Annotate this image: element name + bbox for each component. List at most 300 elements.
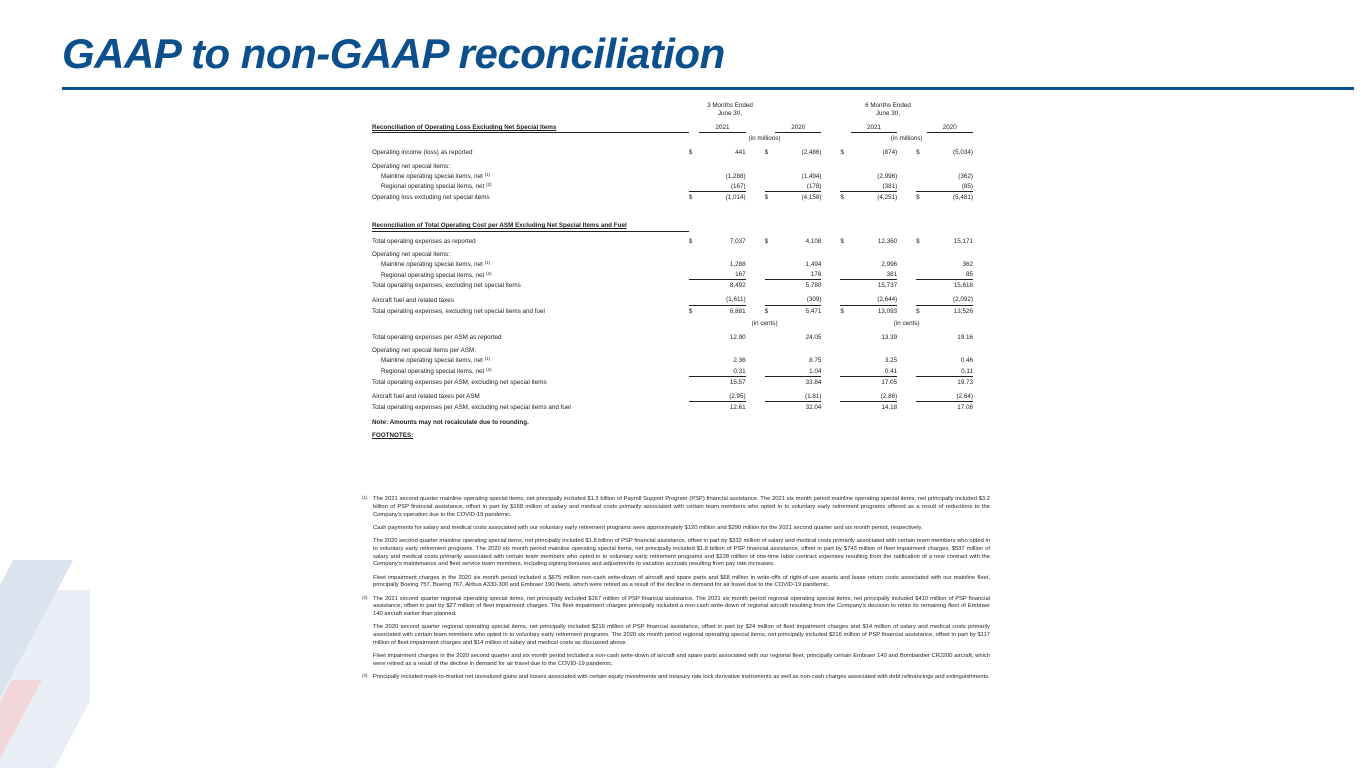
value-cell: (1,288) <box>725 172 746 180</box>
currency-cell <box>916 181 927 192</box>
currency-cell <box>916 161 927 171</box>
value-cell: 32.04 <box>805 404 822 412</box>
currency-cell <box>840 249 851 259</box>
value-cell: (2,996) <box>877 172 898 180</box>
row-label: Total operating expenses per ASM, excluding net special items and fuel <box>372 404 571 412</box>
gap-cell <box>897 236 916 246</box>
table-row <box>372 345 992 355</box>
currency-cell: $ <box>840 307 844 315</box>
year-header: 2021 <box>851 122 897 133</box>
gap-cell <box>973 345 992 355</box>
year-gap-cell <box>765 220 776 231</box>
gap-cell <box>746 294 765 305</box>
row-label: Total operating expenses per ASM as reported <box>372 334 502 342</box>
row-label: Aircraft fuel and related taxes per ASM <box>372 393 480 401</box>
gap-cell <box>897 249 916 259</box>
year-header: 2020 <box>927 122 973 133</box>
gap-cell <box>897 220 916 231</box>
table-row <box>372 391 992 402</box>
gap-cell <box>973 192 992 203</box>
value-cell: (2.95) <box>699 391 745 402</box>
unit-row <box>372 318 992 328</box>
currency-cell <box>840 332 851 342</box>
value-cell <box>927 161 973 171</box>
value-cell: 1,494 <box>805 260 822 268</box>
value-cell: (381) <box>851 181 897 192</box>
table-row <box>372 376 992 387</box>
currency-cell: $ <box>840 194 844 202</box>
gap-cell <box>973 280 992 291</box>
value-cell: (1,494) <box>801 172 822 180</box>
gap-cell <box>746 171 765 181</box>
gap-cell <box>897 122 916 133</box>
gap-cell <box>897 402 916 413</box>
header-row <box>372 220 992 231</box>
value-cell <box>851 249 897 259</box>
gap-cell <box>746 280 765 291</box>
gap-cell <box>973 122 992 133</box>
currency-cell: $ <box>764 194 769 202</box>
value-cell: (1,611) <box>699 294 745 305</box>
six-months-line2: June 30, <box>875 110 901 118</box>
value-cell: (167) <box>699 181 745 192</box>
gap-cell <box>897 366 916 377</box>
currency-cell <box>689 259 700 269</box>
currency-cell <box>840 161 851 171</box>
table-row <box>372 366 992 377</box>
footnote-paragraph: The 2020 second quarter mainline operating special items, net principally included $1.8 billion of PSP financial assistance, offset in part by $332 million of salary and medical costs primarily associated with certain team members who opted in to voluntary early retirement programs. The 2020 six month period mainline operating special items, net principally included $1.8 billion of PSP financial assistance, offset in part by $743 million of fleet impairment charges, $537 million of salary and medical costs primarily associated with certain team members who opted in to voluntary early retirement programs and $228 million of one-time labor contract expenses resulting from the ratification of a new contract with the Company's maintenance and fleet service team members, including signing bonuses and adjustments to vacation accruals resulting from pay rate increases. <box>373 538 990 568</box>
footnote-paragraph: Cash payments for salary and medical costs associated with our voluntary early retirement programs were approximately $120 million and $290 million for the 2021 second quarter and six month period, respectively. <box>373 524 923 531</box>
footnote <box>362 674 990 682</box>
row-label: Total operating expenses, excluding net special items and fuel <box>372 307 545 315</box>
table-row <box>372 280 992 291</box>
currency-cell <box>765 294 776 305</box>
gap-cell <box>973 161 992 171</box>
footnote-mark: (1) <box>362 495 368 500</box>
currency-cell: $ <box>688 194 693 202</box>
table-row <box>372 192 992 203</box>
currency-cell <box>765 171 776 181</box>
value-cell: 0.31 <box>699 366 745 377</box>
currency-cell <box>689 345 700 355</box>
currency-cell <box>916 332 927 342</box>
gap-cell <box>973 305 992 316</box>
table-row <box>372 236 992 246</box>
value-cell: 12.61 <box>729 404 746 412</box>
note-row <box>372 417 992 427</box>
spacer-cell <box>372 202 973 220</box>
gap-cell <box>897 171 916 181</box>
section-heading: Reconciliation of Operating Loss Excluding Net Special Items <box>372 122 689 133</box>
currency-cell: $ <box>764 149 769 157</box>
row-label: Operating loss excluding net special items <box>372 194 490 202</box>
value-cell: 15,171 <box>953 237 973 245</box>
gap-cell <box>973 147 992 157</box>
footnote-ref: (1) <box>484 356 491 362</box>
gap-cell <box>821 305 840 316</box>
gap-cell <box>746 161 765 171</box>
gap-cell <box>821 345 840 355</box>
value-cell: 0.46 <box>960 357 973 365</box>
gap-cell <box>973 332 992 342</box>
currency-cell <box>765 391 776 402</box>
table-row <box>372 181 992 192</box>
currency-cell <box>916 280 927 291</box>
currency-cell: $ <box>688 307 693 315</box>
year-header <box>927 220 973 231</box>
value-cell: 0.41 <box>851 366 897 377</box>
table-row <box>372 269 992 280</box>
currency-cell <box>689 366 700 377</box>
spacer-row <box>372 202 992 220</box>
value-cell: 0.11 <box>927 366 973 377</box>
footnote-paragraph: The 2020 second quarter regional operating special items, net principally included $216 million of PSP financial assistance, offset in part by $24 million of fleet impairment charges and $14 million of salary and medical costs primarily associated with certain team members who opted in to voluntary early retirement programs. The 2020 six month period regional operating special items, net principally included $216 million of PSP financial assistance, offset in part by $117 million of fleet impairment charges and $14 million of salary and medical costs as discussed above. <box>373 624 990 646</box>
currency-cell: $ <box>688 237 693 245</box>
gap-cell <box>821 332 840 342</box>
value-cell: (1,014) <box>725 194 746 202</box>
value-cell: 381 <box>851 269 897 280</box>
row-label: Total operating expenses per ASM, excluding net special items <box>372 378 547 386</box>
currency-cell <box>916 249 927 259</box>
currency-cell <box>765 249 776 259</box>
value-cell: 13,093 <box>877 307 898 315</box>
row-label: Aircraft fuel and related taxes <box>372 296 454 304</box>
gap-cell <box>746 181 765 192</box>
value-cell <box>927 345 973 355</box>
six-months-line1: 6 Months Ended <box>865 102 911 109</box>
value-cell: 5,471 <box>805 307 822 315</box>
value-cell: 1.04 <box>775 366 821 377</box>
currency-cell <box>840 181 851 192</box>
table-row <box>372 305 992 316</box>
gap-cell <box>973 294 992 305</box>
footnote-mark: (2) <box>362 594 368 600</box>
value-cell: 15,737 <box>877 282 898 290</box>
footnotes-heading: FOOTNOTES: <box>372 431 414 439</box>
year-header <box>851 220 897 231</box>
currency-cell: $ <box>916 149 920 157</box>
gap-cell <box>973 259 992 269</box>
value-cell <box>699 161 745 171</box>
value-cell <box>775 249 821 259</box>
gap-cell <box>973 181 992 192</box>
reconciliation-table <box>372 122 992 440</box>
value-cell: (5,481) <box>953 194 973 202</box>
value-cell: 1,288 <box>729 260 746 268</box>
gap-cell <box>973 249 992 259</box>
gap-cell <box>821 122 840 133</box>
decorative-stripes <box>0 520 90 768</box>
currency-cell <box>840 280 851 291</box>
value-cell: 178 <box>775 269 821 280</box>
gap-cell <box>821 220 840 231</box>
value-cell: 13,526 <box>953 307 973 315</box>
gap-cell <box>897 192 916 203</box>
row-label: Mainline operating special items, net $^{(1)}$ <box>381 171 491 180</box>
gap-cell <box>973 171 992 181</box>
gap-cell <box>746 269 765 280</box>
currency-cell <box>840 376 851 387</box>
value-cell: 4,108 <box>805 237 822 245</box>
gap-cell <box>746 402 765 413</box>
currency-cell <box>765 366 776 377</box>
value-cell: (309) <box>775 294 821 305</box>
value-cell: 14.18 <box>881 404 898 412</box>
gap-cell <box>897 376 916 387</box>
currency-cell <box>916 376 927 387</box>
footnote-paragraph: The 2021 second quarter mainline operating special items, net principally included $1.3 billion of Payroll Support Program (PSP) financial assistance. The 2021 six month period mainline operating special items, net principally included $3.2 billion of PSP financial assistance, offset in part by $168 million of salary and medical costs primarily associated with certain team members who opted in to voluntary early retirement programs offered as a result of reductions to the Company's operation due to the COVID-19 pandemic. <box>373 496 990 518</box>
footnote-ref: (2) <box>486 270 492 276</box>
value-cell: (85) <box>927 181 973 192</box>
table-row <box>372 259 992 269</box>
value-cell <box>775 161 821 171</box>
gap-cell <box>973 376 992 387</box>
table-row <box>372 147 992 157</box>
value-cell: (4,158) <box>801 194 822 202</box>
row-label: Mainline operating special items, net $^{(1)}$ <box>381 356 491 365</box>
value-cell: 8,492 <box>729 282 746 290</box>
value-cell: 167 <box>699 269 745 280</box>
value-cell: 2.36 <box>733 357 746 365</box>
value-cell: 7,037 <box>729 237 746 245</box>
gap-cell <box>746 249 765 259</box>
gap-cell <box>821 294 840 305</box>
currency-cell: $ <box>688 149 693 157</box>
gap-cell <box>897 147 916 157</box>
unit-three-months: (in millions) <box>748 135 781 143</box>
value-cell: (178) <box>775 181 821 192</box>
currency-cell <box>765 376 776 387</box>
currency-cell <box>689 269 700 280</box>
currency-cell <box>916 171 927 181</box>
value-cell: (2,092) <box>927 294 973 305</box>
currency-cell <box>840 345 851 355</box>
currency-cell <box>916 391 927 402</box>
table-row <box>372 332 992 342</box>
unit-row <box>372 133 992 144</box>
page-title: GAAP to non-GAAP reconciliation <box>62 30 725 77</box>
currency-cell <box>765 280 776 291</box>
three-months-line1: 3 Months Ended <box>707 102 753 109</box>
currency-cell <box>765 161 776 171</box>
table-row <box>372 161 992 171</box>
table-row <box>372 249 992 259</box>
gap-cell <box>973 366 992 377</box>
currency-cell <box>765 402 776 413</box>
gap-cell <box>821 259 840 269</box>
value-cell: (1.81) <box>775 391 821 402</box>
header-row <box>372 122 992 133</box>
currency-cell <box>765 259 776 269</box>
gap-cell <box>746 147 765 157</box>
value-cell: 85 <box>927 269 973 280</box>
footnote-ref: (1) <box>484 171 491 177</box>
currency-cell <box>765 181 776 192</box>
gap-cell <box>897 181 916 192</box>
gap-cell <box>973 391 992 402</box>
unit-six-months: (in cents) <box>893 319 920 327</box>
value-cell: 6,881 <box>729 307 746 315</box>
rounding-note: Note: Amounts may not recalculate due to rounding. <box>372 419 529 427</box>
gap-cell <box>746 236 765 246</box>
value-cell: 33.84 <box>805 378 822 386</box>
year-gap-cell <box>689 220 700 231</box>
gap-cell <box>973 402 992 413</box>
gap-cell <box>746 122 765 133</box>
row-label: Regional operating special items, net $^{(2)}$ <box>381 182 492 191</box>
year-gap-cell <box>916 122 927 133</box>
currency-cell <box>840 269 851 280</box>
table-row <box>372 402 992 413</box>
gap-cell <box>897 280 916 291</box>
gap-cell <box>897 161 916 171</box>
currency-cell <box>916 259 927 269</box>
gap-cell <box>746 305 765 316</box>
gap-cell <box>746 332 765 342</box>
gap-cell <box>821 366 840 377</box>
currency-cell <box>840 366 851 377</box>
currency-cell <box>689 376 700 387</box>
footnote-ref: (1) <box>484 259 491 265</box>
currency-cell <box>689 402 700 413</box>
footnote-mark: (3) <box>362 673 368 679</box>
row-label: Mainline operating special items, net $^{(1)}$ <box>381 259 491 268</box>
footnote-ref: (2) <box>486 367 492 373</box>
currency-cell <box>689 332 700 342</box>
footnotes-section <box>362 496 990 688</box>
year-gap-cell <box>916 220 927 231</box>
unit-three-months: (in cents) <box>751 319 778 327</box>
gap-cell <box>821 192 840 203</box>
currency-cell <box>689 161 700 171</box>
currency-cell: $ <box>840 237 844 245</box>
gap-cell <box>821 171 840 181</box>
currency-cell <box>916 366 927 377</box>
currency-cell <box>916 294 927 305</box>
year-header: 2021 <box>699 122 745 133</box>
gap-cell <box>821 249 840 259</box>
gap-cell <box>746 345 765 355</box>
table-row <box>372 171 992 181</box>
gap-cell <box>746 355 765 365</box>
gap-cell <box>821 236 840 246</box>
value-cell: 15.57 <box>729 378 746 386</box>
section-heading: Reconciliation of Total Operating Cost per ASM Excluding Net Special Items and Fuel <box>372 220 689 231</box>
row-label: Operating net special items per ASM: <box>372 347 476 355</box>
value-cell: 19.73 <box>957 378 973 386</box>
year-gap-cell <box>840 220 851 231</box>
currency-cell <box>765 332 776 342</box>
gap-cell <box>821 391 840 402</box>
currency-cell <box>840 294 851 305</box>
value-cell: 441 <box>735 149 746 157</box>
six-months-header <box>828 102 948 118</box>
currency-cell <box>840 391 851 402</box>
gap-cell <box>821 269 840 280</box>
gap-cell <box>897 259 916 269</box>
currency-cell <box>840 171 851 181</box>
gap-cell <box>897 305 916 316</box>
row-label: Operating net special items: <box>372 250 451 258</box>
gap-cell <box>973 269 992 280</box>
gap-cell <box>897 294 916 305</box>
unit-label-spacer <box>372 133 689 144</box>
value-cell: 12,360 <box>877 237 898 245</box>
value-cell: 24.05 <box>805 334 822 342</box>
value-cell: (2,644) <box>851 294 897 305</box>
value-cell <box>775 345 821 355</box>
gap-cell <box>973 355 992 365</box>
footnote-paragraph: The 2021 second quarter regional operating special items, net principally included $167 million of PSP financial assistance. The 2021 six month period regional operating special items, net principally included $410 million of PSP financial assistance, offset in part by $27 million of fleet impairment charges. The fleet impairment charges principally included a non-cash write-down of regional aircraft resulting from the Company's decision to retire its remaining fleet of Embraer 140 aircraft earlier than planned. <box>373 595 990 618</box>
table-row <box>372 294 992 305</box>
footnote-ref: (2) <box>486 182 492 188</box>
currency-cell <box>765 345 776 355</box>
value-cell: 17.05 <box>881 378 898 386</box>
footnote <box>362 596 990 669</box>
footnote-paragraph: Fleet impairment charges in the 2020 six month period included a $675 million non-cash write-down of aircraft and spare parts and $68 million in write-offs of right-of-use assets and lease return costs associated with our mainline fleet, principally Boeing 757, Boeing 767, Airbus A330-300 and Embraer 190 fleets, which were retired as a result of the decline in demand for air travel due to the COVID-19 pandemic. <box>373 574 990 589</box>
gap-cell <box>821 161 840 171</box>
currency-cell: $ <box>840 149 844 157</box>
unit-label-spacer <box>372 318 689 328</box>
gap-cell <box>821 355 840 365</box>
currency-cell <box>916 402 927 413</box>
currency-cell <box>916 269 927 280</box>
value-cell: 362 <box>962 260 973 268</box>
value-cell: (362) <box>958 172 973 180</box>
value-cell <box>851 345 897 355</box>
value-cell: 13.39 <box>881 334 898 342</box>
value-cell: (874) <box>882 149 898 157</box>
currency-cell: $ <box>916 237 920 245</box>
year-gap-cell <box>765 122 776 133</box>
gap-cell <box>897 355 916 365</box>
value-cell: (2.64) <box>927 391 973 402</box>
currency-cell <box>916 345 927 355</box>
footnotes-heading-row <box>372 430 992 440</box>
value-cell: 15,618 <box>953 282 973 290</box>
currency-cell <box>689 280 700 291</box>
year-gap-cell <box>689 122 700 133</box>
value-cell <box>927 249 973 259</box>
value-cell <box>699 249 745 259</box>
three-months-line2: June 30, <box>717 110 743 118</box>
currency-cell <box>840 259 851 269</box>
footnote <box>362 496 990 590</box>
gap-cell <box>746 366 765 377</box>
gap-cell <box>746 376 765 387</box>
footnote-paragraph: Principally included mark-to-market net unrealized gains and losses associated with certain equity investments and treasury rate lock derivative instruments as well as non-cash charges associated with debt refinancings and extinguishments. <box>373 674 990 681</box>
value-cell: 5,780 <box>805 282 822 290</box>
row-label: Operating income (loss) as reported <box>372 149 473 157</box>
value-cell: 3.25 <box>884 357 898 365</box>
value-cell: 8.75 <box>809 357 822 365</box>
value-cell: (5,034) <box>953 149 973 157</box>
row-label: Regional operating special items, net $^{(2)}$ <box>381 367 492 376</box>
value-cell <box>851 161 897 171</box>
currency-cell <box>689 294 700 305</box>
currency-cell <box>689 171 700 181</box>
unit-six-months: (in millions) <box>890 135 923 143</box>
currency-cell: $ <box>764 307 769 315</box>
year-header <box>699 220 745 231</box>
currency-cell: $ <box>916 307 920 315</box>
footnote-paragraph: Fleet impairment charges in the 2020 second quarter and six month period included a non-cash write-down of aircraft and spare parts associated with our regional fleet, principally certain Embraer 140 and Bombardier CRJ200 aircraft, which were retired as a result of the decline in demand for air travel due to the COVID-19 pandemic. <box>373 653 990 668</box>
gap-cell <box>746 259 765 269</box>
gap-cell <box>973 220 992 231</box>
currency-cell <box>765 355 776 365</box>
currency-cell <box>689 391 700 402</box>
gap-cell <box>897 345 916 355</box>
